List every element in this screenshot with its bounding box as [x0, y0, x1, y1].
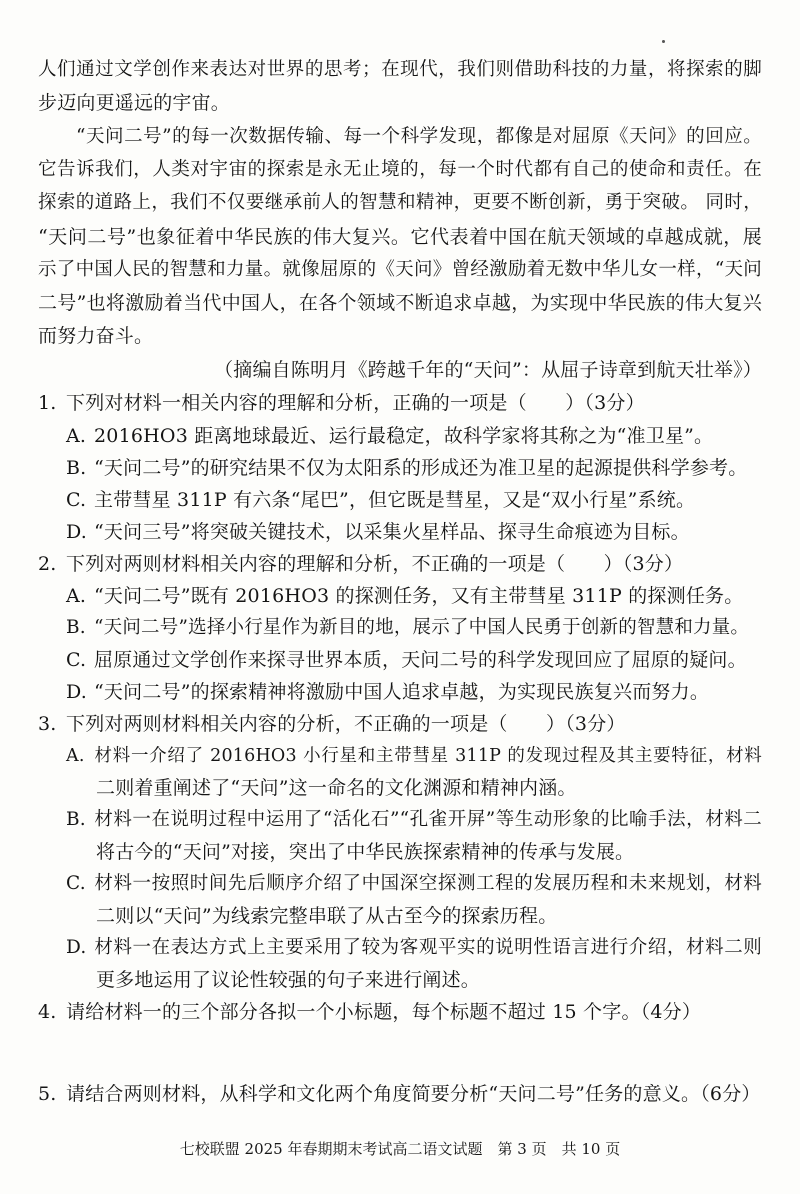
passage-line: “天问二号”也象征着中华民族的伟大复兴。它代表着中国在航天领域的卓越成就，展 [38, 226, 762, 248]
option-letter: A. [66, 746, 85, 766]
passage-line: 二号”也将激励着当代中国人，在各个领域不断追求卓越，为实现中华民族的伟大复兴 [38, 292, 762, 314]
option-text: 屈原通过文学创作来探寻世界本质，天问二号的科学发现回应了屈原的疑问。 [94, 649, 747, 671]
option-letter: A. [66, 425, 87, 447]
option-letter: D. [66, 681, 87, 703]
q2-option-d [66, 677, 762, 707]
option-letter: C. [66, 649, 87, 671]
option-text: “天问二号”的探索精神将激励中国人追求卓越，为实现民族复兴而努力。 [94, 681, 710, 703]
option-letter: C. [66, 489, 87, 511]
option-text: “天问三号”将突破关键技术，以采集火星样品、探寻生命痕迹为目标。 [94, 521, 690, 543]
q3-option-b [66, 805, 762, 835]
question-stem: 下列对两则材料相关内容的理解和分析，不正确的一项是（ ）（3分） [66, 553, 684, 575]
question-2 [38, 549, 762, 579]
q3-option-d-cont: 更多地运用了议论性较强的句子来进行阐述。 [96, 969, 481, 991]
passage-line: 人们通过文学创作来表达对世界的思考；在现代，我们则借助科技的力量，将探索的脚 [38, 59, 762, 80]
question-3 [38, 709, 762, 739]
option-letter: B. [66, 617, 86, 638]
q3-option-b-cont: 将古今的“天问”对接，突出了中华民族探索精神的传承与发展。 [96, 841, 635, 863]
passage-line: 探索的道路上，我们不仅要继承前人的智慧和精神，更要不断创新，勇于突破。 同时， [38, 192, 762, 213]
source-citation: （摘编自陈明月《跨越千年的“天问”：从屈子诗章到航天壮举》） [214, 359, 762, 381]
option-text: 材料一按照时间先后顺序介绍了中国深空探测工程的发展历程和未来规划，材料 [94, 873, 762, 894]
option-text: “天问二号”选择小行星作为新目的地，展示了中国人民勇于创新的智慧和力量。 [94, 617, 750, 638]
q2-option-c [66, 645, 762, 675]
question-5 [38, 1079, 762, 1109]
q3-option-d [66, 933, 762, 963]
option-text: 主带彗星 311P 有六条“尾巴”，但它既是彗星，又是“双小行星”系统。 [94, 489, 696, 511]
question-1 [38, 388, 762, 418]
option-text: “天问二号”的研究结果不仅为太阳系的形成还为准卫星的起源提供科学参考。 [94, 457, 748, 479]
q3-option-c-cont: 二则以“天问”为线索完整串联了从古至今的探索历程。 [96, 905, 558, 927]
q2-option-b [66, 613, 762, 643]
q3-option-a-cont: 二则着重阐述了“天问”这一命名的文化渊源和精神内涵。 [96, 777, 577, 799]
passage-line: 而努力奋斗。 [38, 325, 154, 347]
question-4 [38, 997, 762, 1027]
q1-option-c [66, 485, 762, 515]
question-number: 3. [38, 713, 57, 735]
question-stem: 下列对两则材料相关内容的分析，不正确的一项是（ ）（3分） [66, 713, 626, 735]
option-text: “天问二号”既有 2016HO3 的探测任务，又有主带彗星 311P 的探测任务。 [94, 585, 744, 607]
option-letter: D. [66, 937, 87, 958]
question-number: 5. [38, 1083, 57, 1105]
q2-option-a [66, 581, 762, 611]
q1-option-b [66, 453, 762, 483]
question-stem: 下列对材料一相关内容的理解和分析，正确的一项是（ ）（3分） [66, 392, 645, 414]
option-letter: D. [66, 521, 87, 543]
option-letter: C. [66, 873, 86, 894]
question-number: 4. [38, 1001, 57, 1023]
scan-speck [662, 40, 665, 43]
option-letter: A. [66, 585, 87, 607]
q3-option-c [66, 869, 762, 899]
passage-line: “天问二号”的每一次数据传输、每一个科学发现，都像是对屈原《天问》的回应。 [76, 126, 762, 147]
question-stem: 请结合两则材料，从科学和文化两个角度简要分析“天问二号”任务的意义。（6分） [66, 1083, 761, 1105]
option-text: 材料一在说明过程中运用了“活化石”“孔雀开屏”等生动形象的比喻手法，材料二 [94, 809, 762, 830]
option-letter: B. [66, 809, 86, 830]
passage-line: 步迈向更遥远的宇宙。 [38, 92, 231, 114]
option-text: 材料一在表达方式上主要采用了较为客观平实的说明性语言进行介绍，材料二则 [94, 937, 762, 958]
option-text: 2016HO3 距离地球最近、运行最稳定，故科学家将其称之为“准卫星”。 [94, 425, 714, 447]
q3-option-a [66, 741, 762, 771]
question-stem: 请给材料一的三个部分各拟一个小标题，每个标题不超过 15 个字。（4分） [66, 1001, 702, 1023]
passage-line: 示了中国人民的智慧和力量。就像屈原的《天问》曾经激励着无数中华儿女一样，“天问 [38, 259, 762, 280]
passage-line: 它告诉我们，人类对宇宙的探索是永无止境的，每一个时代都有自己的使命和责任。在 [38, 159, 762, 180]
q1-option-d [66, 517, 762, 547]
question-number: 1. [38, 392, 57, 414]
question-number: 2. [38, 553, 57, 575]
page-footer: 七校联盟 2025 年春期期末考试高二语文试题 第 3 页 共 10 页 [179, 1140, 621, 1158]
q1-option-a [66, 421, 762, 451]
option-letter: B. [66, 457, 87, 479]
option-text: 材料一介绍了 2016HO3 小行星和主带彗星 311P 的发现过程及其主要特征，材料 [94, 746, 762, 766]
